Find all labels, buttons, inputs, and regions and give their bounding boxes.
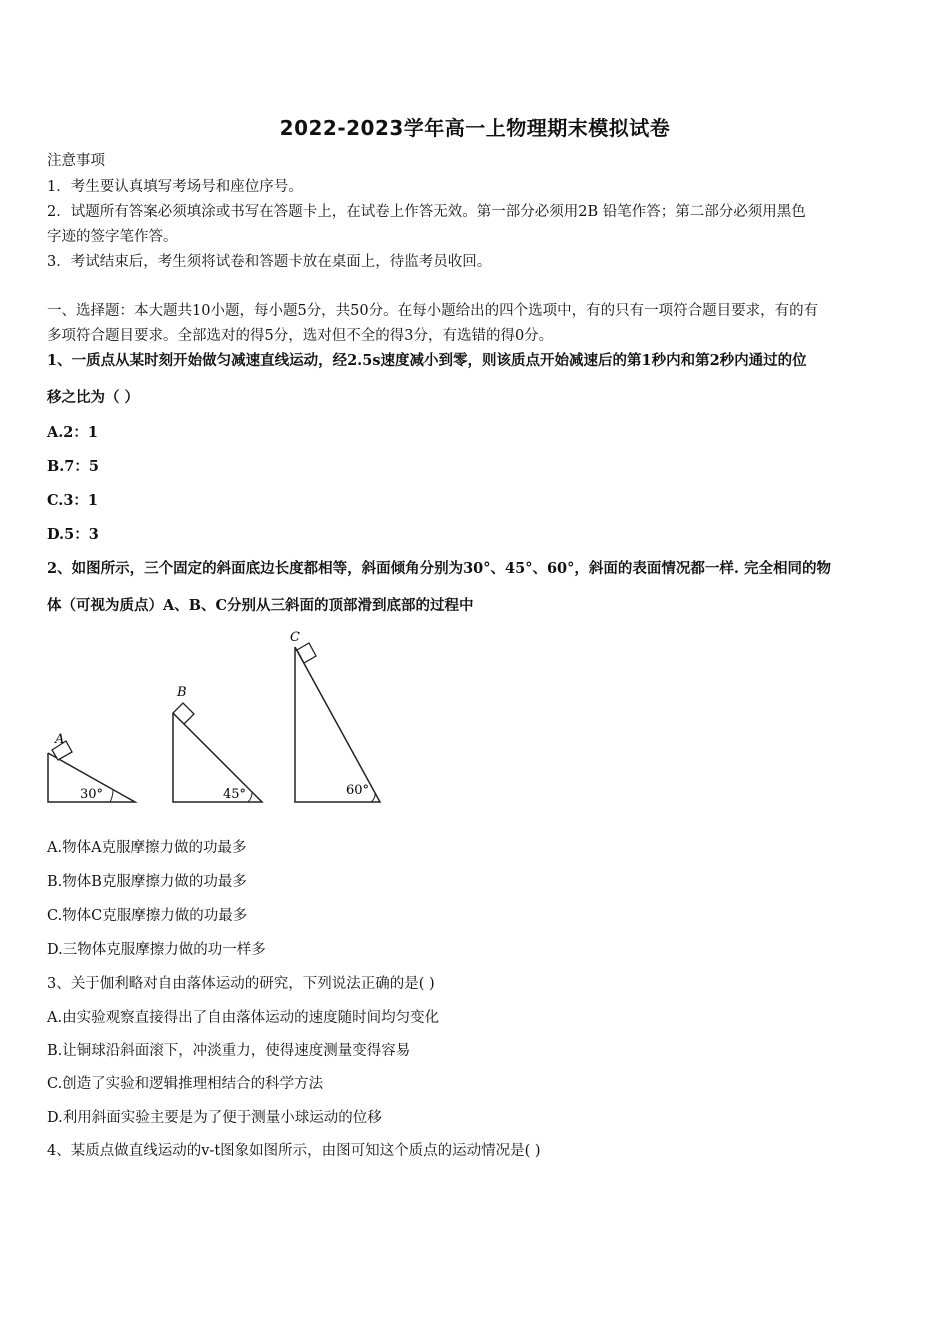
notice-item-2-cont: 字迹的签字笔作答。 <box>47 229 178 245</box>
notice-item-3: 3．考试结束后，考生须将试卷和答题卡放在桌面上，待监考员收回。 <box>47 254 492 270</box>
notice-item-1: 1．考生要认真填写考场号和座位序号。 <box>47 179 303 195</box>
section-intro-line-2: 多项符合题目要求。全部选对的得5分，选对但不全的得3分，有选错的得0分。 <box>47 328 554 344</box>
section-intro-line-1: 一、选择题：本大题共10小题，每小题5分，共50分。在每小题给出的四个选项中，有的只有一项符合题目要求，有的有 <box>47 303 819 319</box>
angle-b: 45° <box>223 787 247 802</box>
question-3-option-d: D.利用斜面实验主要是为了便于测量小球运动的位移 <box>47 1110 382 1126</box>
question-3-stem: 3、关于伽利略对自由落体运动的研究，下列说法正确的是( ) <box>47 976 435 992</box>
question-1-option-b: B.7：5 <box>47 458 99 475</box>
question-3-option-c: C.创造了实验和逻辑推理相结合的科学方法 <box>47 1076 324 1092</box>
notice-heading: 注意事项 <box>47 153 105 169</box>
label-b: B <box>177 685 187 700</box>
label-a: A <box>55 732 65 747</box>
question-1-option-c: C.3：1 <box>47 492 99 509</box>
block-b <box>173 703 194 724</box>
incline-b <box>173 685 262 802</box>
angle-c: 60° <box>346 783 370 798</box>
question-1-stem: 1、一质点从某时刻开始做匀减速直线运动，经2.5s速度减小到零，则该质点开始减速后的第1秒内和第2秒内通过的位 <box>47 352 807 369</box>
question-4-stem: 4、某质点做直线运动的v-t图象如图所示，由图可知这个质点的运动情况是( ) <box>47 1143 541 1159</box>
inclined-planes-figure <box>40 628 400 813</box>
block-c <box>297 643 316 663</box>
question-1-option-a: A.2：1 <box>47 424 98 441</box>
question-2-stem-cont: 体（可视为质点）A、B、C分别从三斜面的顶部滑到底部的过程中 <box>47 597 474 614</box>
incline-a <box>48 732 135 802</box>
question-2-option-c: C.物体C克服摩擦力做的功最多 <box>47 908 248 924</box>
page-title: 2022-2023学年高一上物理期末模拟试卷 <box>279 116 671 140</box>
question-3-option-a: A.由实验观察直接得出了自由落体运动的速度随时间均匀变化 <box>47 1010 440 1026</box>
question-1-option-d: D.5：3 <box>47 526 99 543</box>
question-2-option-d: D.三物体克服摩擦力做的功一样多 <box>47 942 266 958</box>
question-1-stem-cont: 移之比为（ ） <box>47 389 140 406</box>
angle-a: 30° <box>80 787 104 802</box>
notice-item-2: 2．试题所有答案必须填涂或书写在答题卡上，在试卷上作答无效。第一部分必须用2B 铅笔作答；第二部分必须用黑色 <box>47 204 806 220</box>
question-2-option-b: B.物体B克服摩擦力做的功最多 <box>47 874 247 890</box>
question-2-option-a: A.物体A克服摩擦力做的功最多 <box>47 840 247 856</box>
label-c: C <box>290 630 300 645</box>
incline-c <box>290 630 380 802</box>
question-3-option-b: B.让铜球沿斜面滚下，冲淡重力，使得速度测量变得容易 <box>47 1043 411 1059</box>
question-2-stem: 2、如图所示，三个固定的斜面底边长度都相等，斜面倾角分别为30°、45°、60°，斜面的表面情况都一样. 完全相同的物 <box>47 560 831 577</box>
